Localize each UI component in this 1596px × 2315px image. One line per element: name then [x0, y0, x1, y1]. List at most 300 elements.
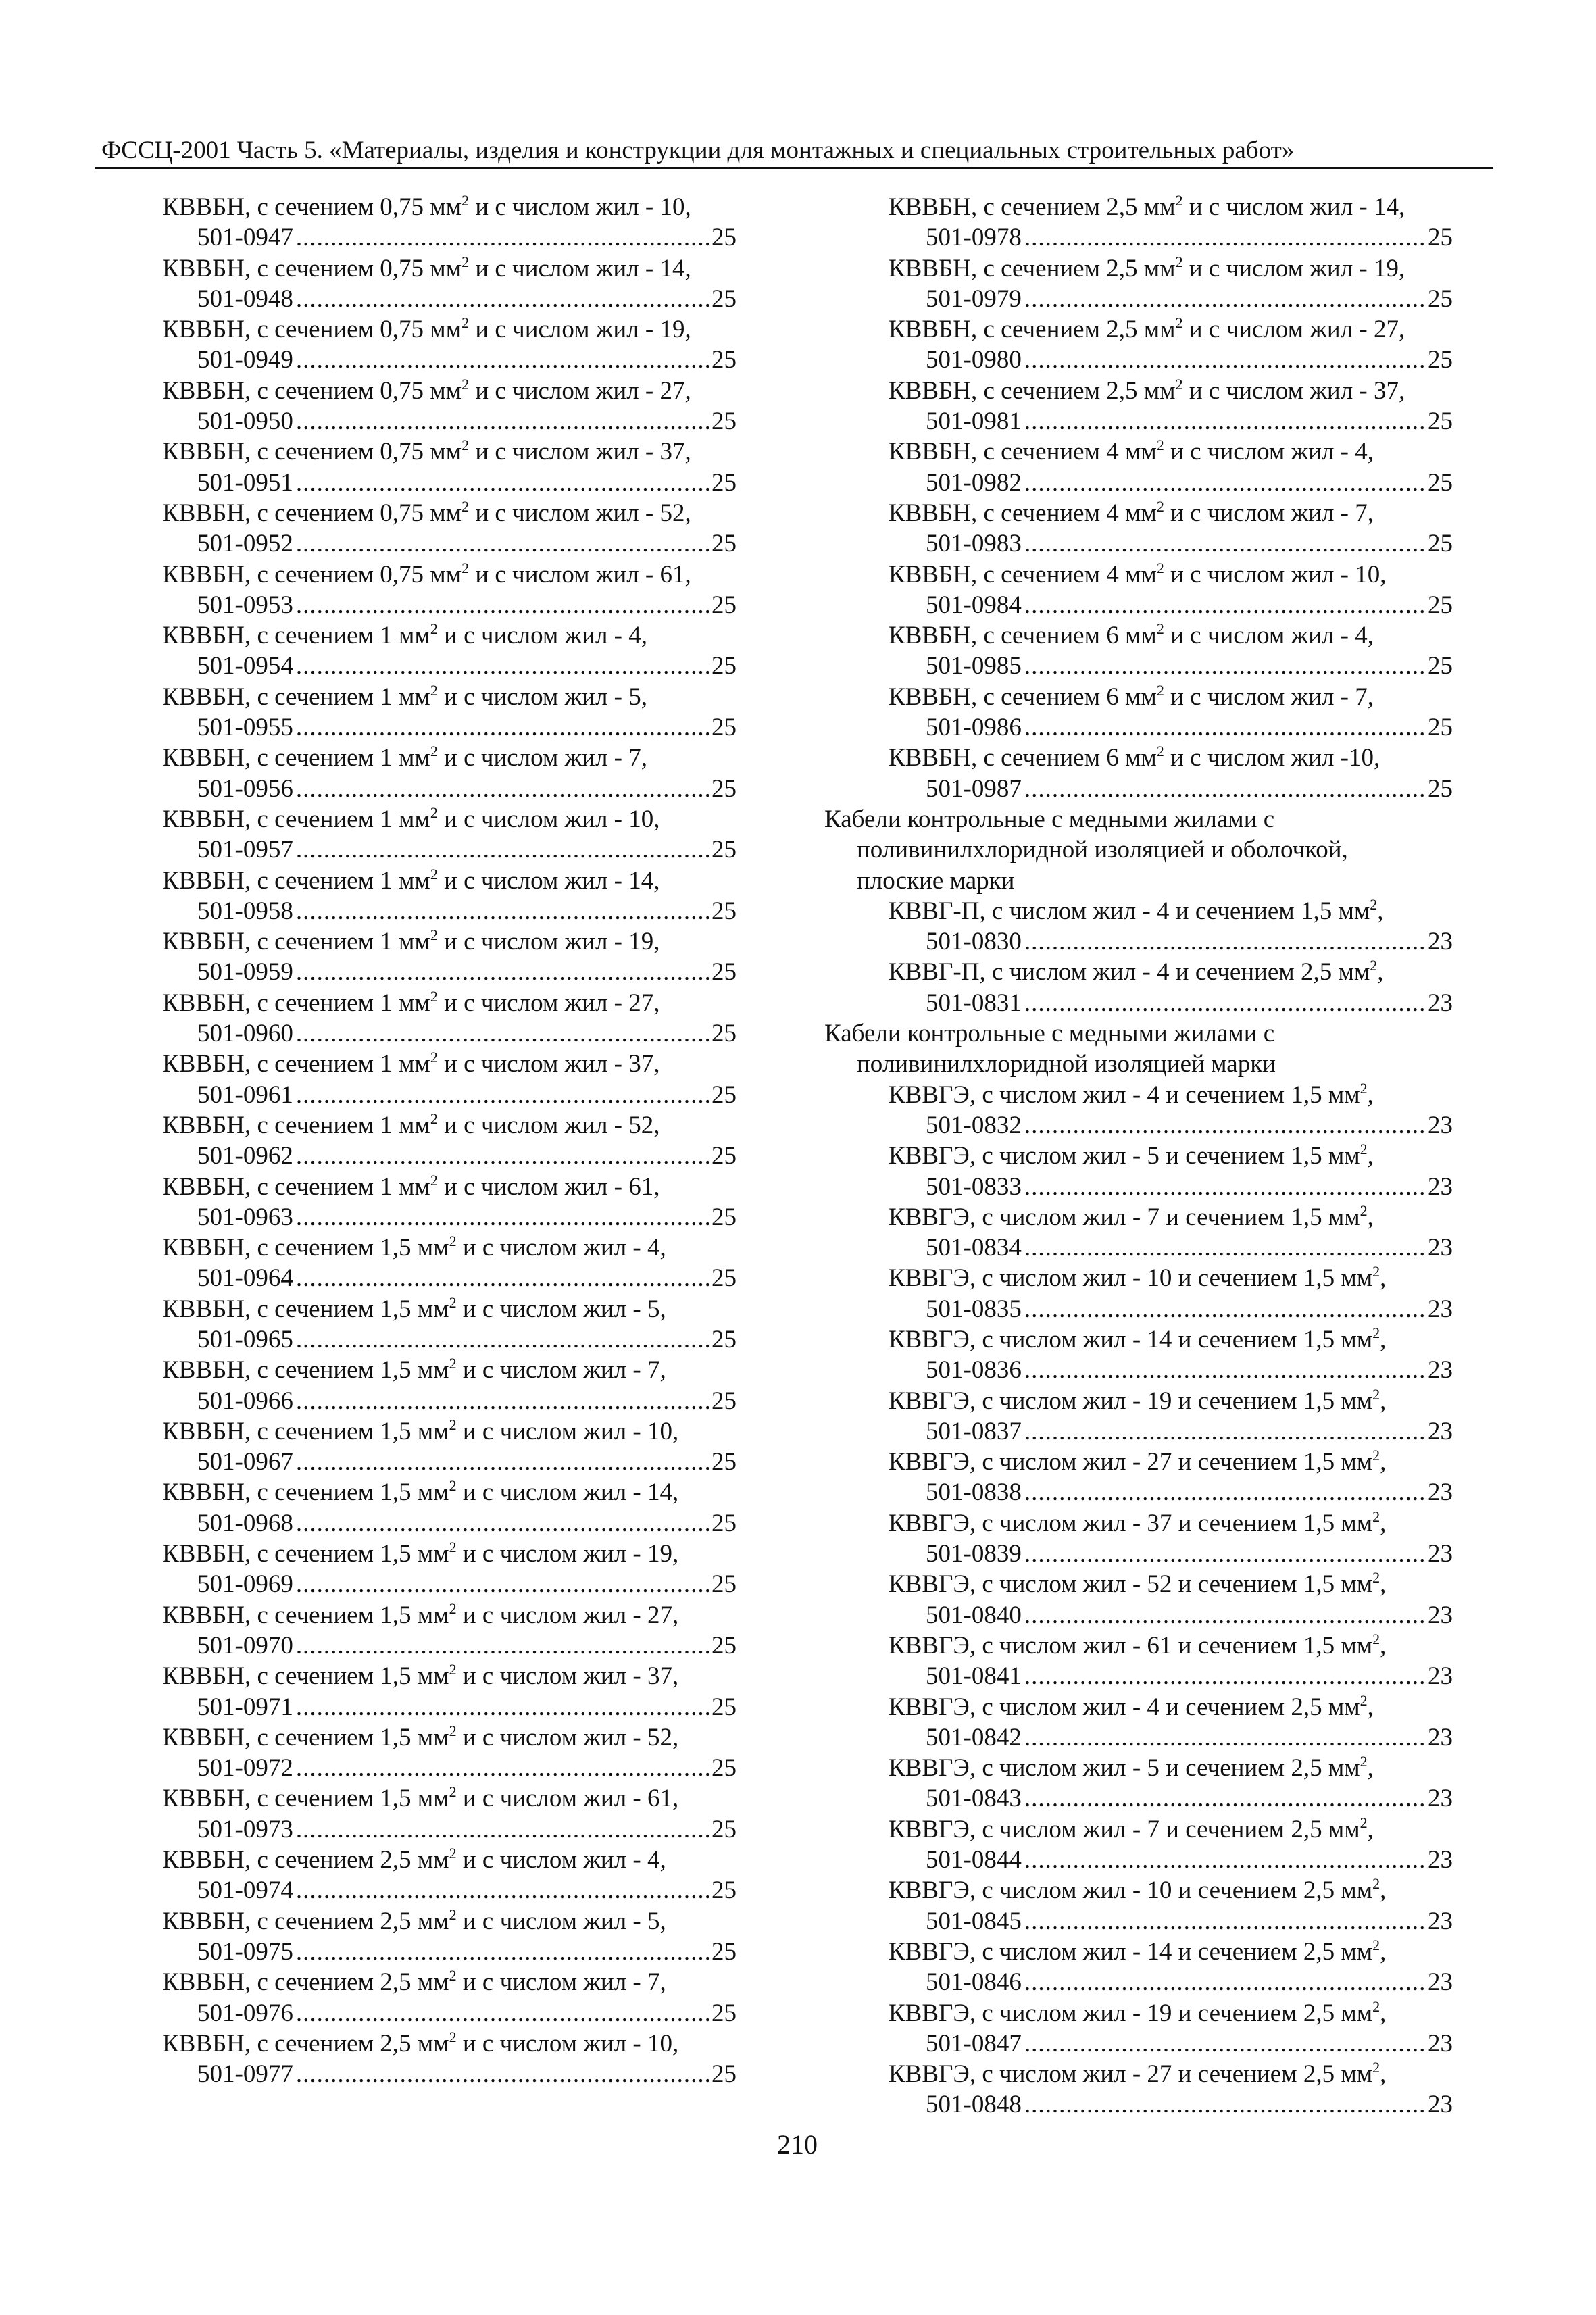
entry-title-tail: ,: [1367, 1203, 1374, 1231]
index-entry: [824, 896, 1453, 957]
entry-page-ref: 25: [712, 1448, 737, 1476]
entry-page-ref: 23: [1428, 1846, 1453, 1874]
entry-page-ref: 25: [712, 2060, 737, 2089]
entry-title-superscript: 2: [1156, 743, 1164, 760]
entry-title: [162, 498, 737, 528]
index-entry: [162, 1233, 737, 1294]
entry-page-ref: 25: [1428, 284, 1453, 313]
index-entry: [824, 957, 1453, 1018]
entry-page-ref: 25: [712, 468, 737, 497]
entry-title-tail: и с числом жил - 37,: [1182, 376, 1405, 405]
entry-page-ref: 25: [1428, 591, 1453, 619]
entry-title-text: КВВБН, с сечением 1 мм: [162, 989, 430, 1017]
index-entry: [824, 1386, 1453, 1447]
dot-leader: [296, 1263, 709, 1293]
entry-code: 501-0836: [926, 1356, 1022, 1385]
entry-title-superscript: 2: [449, 1233, 457, 1250]
entry-code-line: [824, 590, 1453, 620]
entry-title-tail: и с числом жил - 4,: [437, 622, 647, 650]
entry-code: 501-0965: [197, 1325, 293, 1353]
entry-title: [162, 1967, 737, 1997]
entry-title: [824, 1324, 1453, 1355]
entry-title-text: КВВБН, с сечением 1,5 мм: [162, 1417, 449, 1445]
entry-page-ref: 23: [1428, 928, 1453, 956]
dot-leader: [1024, 1783, 1425, 1814]
entry-code: 501-0978: [926, 224, 1022, 252]
entry-title-text: КВВБН, с сечением 0,75 мм: [162, 499, 462, 527]
entry-page-ref: 25: [1428, 530, 1453, 558]
index-entry: [824, 2059, 1453, 2120]
entry-code: 501-0966: [197, 1387, 293, 1415]
dot-leader: [1024, 774, 1425, 804]
entry-title: [824, 957, 1453, 987]
entry-title-text: КВВБН, с сечением 1 мм: [162, 1050, 430, 1078]
entry-title: [162, 866, 737, 896]
entry-title-tail: ,: [1380, 1876, 1387, 1905]
entry-title-text: КВВГЭ, с числом жил - 14 и сечением 2,5 мм: [889, 1937, 1373, 1966]
entry-code-line: [162, 1937, 737, 1967]
entry-title-text: КВВГЭ, с числом жил - 7 и сечением 1,5 мм: [889, 1203, 1360, 1231]
entry-title-superscript: 2: [430, 681, 438, 699]
entry-code-line: [162, 1018, 737, 1049]
entry-title-tail: ,: [1367, 1080, 1374, 1109]
entry-title-text: КВВБН, с сечением 2,5 мм: [162, 2029, 449, 2058]
dot-leader: [296, 774, 709, 804]
entry-title-superscript: 2: [449, 1477, 457, 1495]
index-entry: [824, 682, 1453, 743]
entry-code-line: [824, 1539, 1453, 1569]
entry-page-ref: 25: [712, 284, 737, 313]
entry-title-superscript: 2: [1372, 2059, 1380, 2076]
entry-code-line: [162, 2059, 737, 2089]
entry-page-ref: 25: [712, 1142, 737, 1170]
entry-title-tail: ,: [1380, 1570, 1387, 1599]
entry-title: [162, 1049, 737, 1079]
index-entry: [824, 1202, 1453, 1264]
entry-title-superscript: 2: [1175, 375, 1183, 393]
entry-title-tail: и с числом жил - 19,: [437, 928, 660, 956]
entry-page-ref: 23: [1428, 1907, 1453, 1935]
entry-title-tail: и с числом жил - 52,: [456, 1723, 679, 1751]
group-heading-line: Кабели контрольные с медными жилами с: [824, 805, 1275, 833]
entry-title-tail: ,: [1380, 1325, 1387, 1353]
index-entry: [824, 192, 1453, 253]
entry-page-ref: 23: [1428, 1723, 1453, 1751]
entry-title: [162, 1722, 737, 1753]
entry-page-ref: 25: [712, 224, 737, 252]
dot-leader: [1024, 590, 1425, 620]
entry-code-line: [824, 1906, 1453, 1937]
entry-title: [162, 1233, 737, 1263]
dot-leader: [1024, 651, 1425, 681]
entry-title-tail: ,: [1380, 1999, 1387, 2027]
dot-leader: [1024, 528, 1425, 559]
index-entry: [162, 253, 737, 315]
entry-code: 501-0961: [197, 1080, 293, 1109]
entry-page-ref: 25: [1428, 774, 1453, 803]
entry-title-text: КВВБН, с сечением 1 мм: [162, 805, 430, 833]
entry-code: 501-0973: [197, 1815, 293, 1843]
entry-title-superscript: 2: [1360, 1753, 1368, 1770]
dot-leader: [1024, 2089, 1425, 2120]
entry-title-text: КВВГЭ, с числом жил - 14 и сечением 1,5 мм: [889, 1325, 1373, 1353]
entry-code-line: [824, 1355, 1453, 1385]
entry-title: [824, 253, 1453, 284]
entry-code: 501-0845: [926, 1907, 1022, 1935]
entry-title-tail: и с числом жил - 14,: [1182, 193, 1405, 221]
entry-page-ref: 23: [1428, 1540, 1453, 1568]
dot-leader: [296, 896, 709, 926]
entry-title-superscript: 2: [1370, 895, 1378, 913]
dot-leader: [296, 1814, 709, 1845]
entry-title-superscript: 2: [449, 1293, 457, 1311]
entry-code: 501-0986: [926, 714, 1022, 742]
entry-code: 501-0843: [926, 1785, 1022, 1813]
entry-code-line: [824, 1661, 1453, 1691]
index-entry: [162, 926, 737, 988]
entry-title: [824, 437, 1453, 467]
entry-page-ref: 25: [712, 836, 737, 864]
entry-page-ref: 25: [712, 1264, 737, 1293]
entry-title-tail: и с числом жил - 7,: [456, 1968, 666, 1997]
entry-title-tail: ,: [1367, 1142, 1374, 1170]
entry-page-ref: 25: [712, 774, 737, 803]
entry-title-tail: и с числом жил - 10,: [469, 193, 691, 221]
dot-leader: [1024, 926, 1425, 957]
entry-code: 501-0831: [926, 989, 1022, 1017]
entry-title: [162, 804, 737, 835]
entry-code: 501-0983: [926, 530, 1022, 558]
entry-title-tail: и с числом жил - 37,: [469, 438, 691, 466]
dot-leader: [296, 528, 709, 559]
entry-title: [824, 1202, 1453, 1233]
index-entry: [824, 498, 1453, 559]
index-entry: [824, 1080, 1453, 1141]
entry-title: [162, 1172, 737, 1202]
dot-leader: [1024, 222, 1425, 253]
entry-title-text: КВВБН, с сечением 0,75 мм: [162, 560, 462, 589]
index-entry: [162, 1845, 737, 1906]
entry-title-superscript: 2: [1360, 1691, 1368, 1709]
dot-leader: [296, 406, 709, 437]
entry-title-tail: и с числом жил - 37,: [437, 1050, 660, 1078]
entry-code: 501-0954: [197, 652, 293, 680]
entry-title-text: КВВБН, с сечением 1 мм: [162, 744, 430, 772]
entry-code-line: [162, 712, 737, 743]
entry-code: 501-0964: [197, 1264, 293, 1293]
entry-code: 501-0847: [926, 2029, 1022, 2058]
entry-title: [162, 1416, 737, 1447]
entry-code: 501-0834: [926, 1234, 1022, 1262]
entry-title-superscript: 2: [1372, 1447, 1380, 1464]
index-entry: [824, 1631, 1453, 1692]
entry-title-text: КВВГЭ, с числом жил - 27 и сечением 2,5 мм: [889, 2060, 1373, 2089]
entry-page-ref: 23: [1428, 1785, 1453, 1813]
entry-title-superscript: 2: [462, 192, 470, 209]
entry-page-ref: 25: [712, 652, 737, 680]
entry-code-line: [162, 896, 737, 926]
entry-title-tail: и с числом жил - 27,: [456, 1601, 679, 1629]
entry-list-kvvg-p: [824, 896, 1453, 1018]
group-heading-line: плоские марки: [857, 866, 1015, 895]
entry-title-superscript: 2: [1372, 1936, 1380, 1953]
entry-code: 501-0976: [197, 1999, 293, 2027]
entry-code: 501-0969: [197, 1570, 293, 1599]
entry-title-text: КВВГЭ, с числом жил - 61 и сечением 1,5 мм: [889, 1631, 1373, 1660]
entry-page-ref: 23: [1428, 1295, 1453, 1323]
entry-title-superscript: 2: [1360, 1814, 1368, 1831]
entry-list-kvvge: [824, 1080, 1453, 2120]
entry-title-text: КВВГЭ, с числом жил - 19 и сечением 2,5 мм: [889, 1999, 1373, 2027]
entry-title-text: КВВГ-П, с числом жил - 4 и сечением 2,5 мм: [889, 958, 1370, 987]
entry-title-superscript: 2: [1370, 957, 1378, 974]
index-entry: [824, 437, 1453, 498]
entry-code: 501-0839: [926, 1540, 1022, 1568]
entry-code: 501-0846: [926, 1968, 1022, 1997]
entry-page-ref: 23: [1428, 1601, 1453, 1629]
entry-code-line: [162, 1080, 737, 1110]
entry-title: [162, 1783, 737, 1814]
entry-title-tail: и с числом жил - 14,: [469, 254, 691, 282]
index-entry: [824, 1814, 1453, 1876]
entry-page-ref: 23: [1428, 1968, 1453, 1997]
entry-page-ref: 25: [712, 346, 737, 374]
dot-leader: [296, 1202, 709, 1233]
dot-leader: [1024, 1233, 1425, 1263]
entry-code-line: [162, 1569, 737, 1599]
entry-code: 501-0955: [197, 714, 293, 742]
dot-leader: [296, 1998, 709, 2028]
entry-code-line: [162, 957, 737, 987]
entry-code: 501-0835: [926, 1295, 1022, 1323]
index-entry: [162, 559, 737, 621]
entry-code: 501-0977: [197, 2060, 293, 2089]
entry-page-ref: 25: [712, 1876, 737, 1905]
entry-code-line: [824, 1294, 1453, 1324]
entry-title-tail: и с числом жил - 5,: [456, 1907, 666, 1935]
entry-title-text: КВВБН, с сечением 6 мм: [889, 622, 1157, 650]
entry-title-superscript: 2: [1372, 1875, 1380, 1893]
entry-title: [824, 1263, 1453, 1293]
index-entry: [162, 1539, 737, 1600]
entry-code: 501-0837: [926, 1417, 1022, 1445]
entry-title-text: КВВБН, с сечением 2,5 мм: [889, 316, 1176, 344]
group-heading-line: поливинилхлоридной изоляцией и оболочкой,: [857, 836, 1348, 864]
entry-title-text: КВВБН, с сечением 1,5 мм: [162, 1234, 449, 1262]
entry-title-tail: ,: [1380, 1264, 1387, 1293]
dot-leader: [1024, 345, 1425, 375]
group-heading-line: поливинилхлоридной изоляцией марки: [857, 1050, 1276, 1078]
entry-title-text: КВВБН, с сечением 2,5 мм: [889, 193, 1176, 221]
entry-title-text: КВВГЭ, с числом жил - 5 и сечением 2,5 мм: [889, 1754, 1360, 1783]
dot-leader: [296, 468, 709, 498]
dot-leader: [1024, 1355, 1425, 1385]
entry-title-superscript: 2: [1372, 1997, 1380, 2015]
entry-title-tail: и с числом жил - 4,: [1164, 622, 1374, 650]
entry-title-tail: и с числом жил - 4,: [1164, 438, 1374, 466]
entry-title-text: КВВБН, с сечением 1,5 мм: [162, 1723, 449, 1751]
entry-title-text: КВВБН, с сечением 0,75 мм: [162, 193, 462, 221]
entry-title: [162, 253, 737, 284]
entry-title-text: КВВБН, с сечением 1 мм: [162, 1111, 430, 1139]
index-entry: [824, 376, 1453, 437]
dot-leader: [296, 1569, 709, 1599]
index-entry: [824, 314, 1453, 376]
entry-title-tail: и с числом жил - 7,: [456, 1356, 666, 1385]
entry-title: [162, 1845, 737, 1875]
dot-leader: [1024, 1416, 1425, 1447]
index-entry: [824, 620, 1453, 682]
entry-code: 501-0958: [197, 897, 293, 925]
entry-title: [824, 1080, 1453, 1110]
entry-page-ref: 23: [1428, 2029, 1453, 2058]
dot-leader: [1024, 988, 1425, 1018]
entry-code-line: [824, 406, 1453, 437]
index-column-right: [824, 192, 1453, 2120]
entry-title: [162, 620, 737, 651]
entry-code-line: [162, 1386, 737, 1416]
entry-title-superscript: 2: [449, 1661, 457, 1678]
entry-code-line: [824, 651, 1453, 681]
entry-title-superscript: 2: [430, 987, 438, 1005]
entry-code: 501-0848: [926, 2091, 1022, 2119]
entry-code-line: [824, 2089, 1453, 2120]
entry-title-superscript: 2: [430, 1110, 438, 1127]
entry-title: [162, 192, 737, 222]
entry-code-line: [824, 284, 1453, 314]
entry-title: [824, 1569, 1453, 1599]
entry-title-tail: и с числом жил - 4,: [456, 1846, 666, 1874]
dot-leader: [1024, 406, 1425, 437]
entry-code-line: [824, 1416, 1453, 1447]
entry-code-line: [162, 1753, 737, 1783]
entry-title: [162, 2028, 737, 2059]
entry-title-superscript: 2: [430, 865, 438, 882]
index-entry: [162, 437, 737, 498]
entry-title-text: КВВГЭ, с числом жил - 4 и сечением 2,5 мм: [889, 1693, 1360, 1721]
entry-title-tail: и с числом жил - 14,: [437, 866, 660, 895]
entry-title-text: КВВБН, с сечением 1,5 мм: [162, 1356, 449, 1385]
entry-title: [162, 376, 737, 406]
entry-title-text: КВВБН, с сечением 6 мм: [889, 744, 1157, 772]
dot-leader: [296, 1324, 709, 1355]
entry-title-text: КВВГЭ, с числом жил - 52 и сечением 1,5 мм: [889, 1570, 1373, 1599]
index-entry: [162, 1355, 737, 1416]
entry-title-tail: и с числом жил - 7,: [1164, 682, 1374, 711]
entry-code: 501-0948: [197, 284, 293, 313]
entry-page-ref: 23: [1428, 1234, 1453, 1262]
entry-title-text: КВВБН, с сечением 1,5 мм: [162, 1478, 449, 1507]
dot-leader: [296, 835, 709, 865]
entry-page-ref: 25: [712, 1754, 737, 1783]
entry-title: [162, 1600, 737, 1631]
entry-title-tail: ,: [1377, 958, 1384, 987]
entry-code: 501-0974: [197, 1876, 293, 1905]
index-entry: [162, 743, 737, 804]
entry-title-superscript: 2: [462, 253, 470, 270]
entry-code: 501-0962: [197, 1142, 293, 1170]
entry-title: [824, 1937, 1453, 1967]
entry-title: [824, 743, 1453, 773]
entry-title-text: КВВБН, с сечением 1 мм: [162, 682, 430, 711]
dot-leader: [1024, 1172, 1425, 1202]
header-rule: [95, 167, 1493, 169]
entry-page-ref: 25: [712, 1631, 737, 1660]
entry-code-line: [162, 345, 737, 375]
entry-title-tail: и с числом жил -10,: [1164, 744, 1380, 772]
entry-title-text: КВВГ-П, с числом жил - 4 и сечением 1,5 мм: [889, 897, 1370, 925]
dot-leader: [296, 957, 709, 987]
entry-title-superscript: 2: [449, 1845, 457, 1862]
index-entry: [824, 1324, 1453, 1386]
entry-title-tail: ,: [1380, 2060, 1387, 2089]
dot-leader: [296, 590, 709, 620]
index-entry: [162, 1477, 737, 1539]
entry-title-text: КВВБН, с сечением 1 мм: [162, 928, 430, 956]
entry-title-tail: и с числом жил - 10,: [437, 805, 660, 833]
entry-page-ref: 25: [1428, 714, 1453, 742]
entry-title-superscript: 2: [1156, 620, 1164, 638]
entry-title-tail: и с числом жил - 37,: [456, 1662, 679, 1691]
entry-code: 501-0968: [197, 1509, 293, 1537]
entry-title-tail: и с числом жил - 19,: [469, 316, 691, 344]
entry-code-line: [162, 1447, 737, 1477]
entry-code-line: [824, 1110, 1453, 1141]
entry-title-superscript: 2: [1156, 437, 1164, 454]
entry-title-text: КВВБН, с сечением 1,5 мм: [162, 1785, 449, 1813]
entry-page-ref: 23: [1428, 1417, 1453, 1445]
entry-code-line: [824, 2028, 1453, 2059]
index-entry: [824, 743, 1453, 804]
entry-title: [824, 1141, 1453, 1171]
entry-title-superscript: 2: [430, 926, 438, 944]
entry-code-line: [162, 1508, 737, 1539]
entry-title-superscript: 2: [1372, 1569, 1380, 1587]
entry-title-superscript: 2: [449, 1783, 457, 1801]
index-entry: [162, 1783, 737, 1845]
entry-code: 501-0949: [197, 346, 293, 374]
dot-leader: [296, 284, 709, 314]
entry-code: 501-0981: [926, 407, 1022, 436]
group-heading-flat-cables: [824, 804, 1453, 896]
dot-leader: [296, 1080, 709, 1110]
entry-code: 501-0841: [926, 1662, 1022, 1691]
entry-code: 501-0975: [197, 1937, 293, 1966]
entry-code: 501-0951: [197, 468, 293, 497]
entry-title-text: КВВГЭ, с числом жил - 4 и сечением 1,5 мм: [889, 1080, 1360, 1109]
entry-code-line: [162, 651, 737, 681]
entry-title-superscript: 2: [1372, 1508, 1380, 1525]
index-entry: [162, 498, 737, 559]
index-entry: [824, 1447, 1453, 1508]
entry-title-tail: ,: [1367, 1693, 1374, 1721]
entry-page-ref: 23: [1428, 1662, 1453, 1691]
entry-title-tail: и с числом жил - 61,: [456, 1785, 679, 1813]
dot-leader: [296, 1508, 709, 1539]
dot-leader: [1024, 1845, 1425, 1875]
entry-page-ref: 25: [712, 1325, 737, 1353]
entry-title-text: КВВБН, с сечением 1 мм: [162, 866, 430, 895]
entry-code-line: [824, 1783, 1453, 1814]
entry-title-superscript: 2: [1156, 497, 1164, 515]
entry-title: [162, 1477, 737, 1508]
index-entry: [824, 1569, 1453, 1631]
entry-title: [824, 376, 1453, 406]
entry-code-line: [162, 1141, 737, 1171]
dot-leader: [1024, 284, 1425, 314]
entry-title-tail: и с числом жил - 4,: [456, 1234, 666, 1262]
entry-page-ref: 23: [1428, 1356, 1453, 1385]
